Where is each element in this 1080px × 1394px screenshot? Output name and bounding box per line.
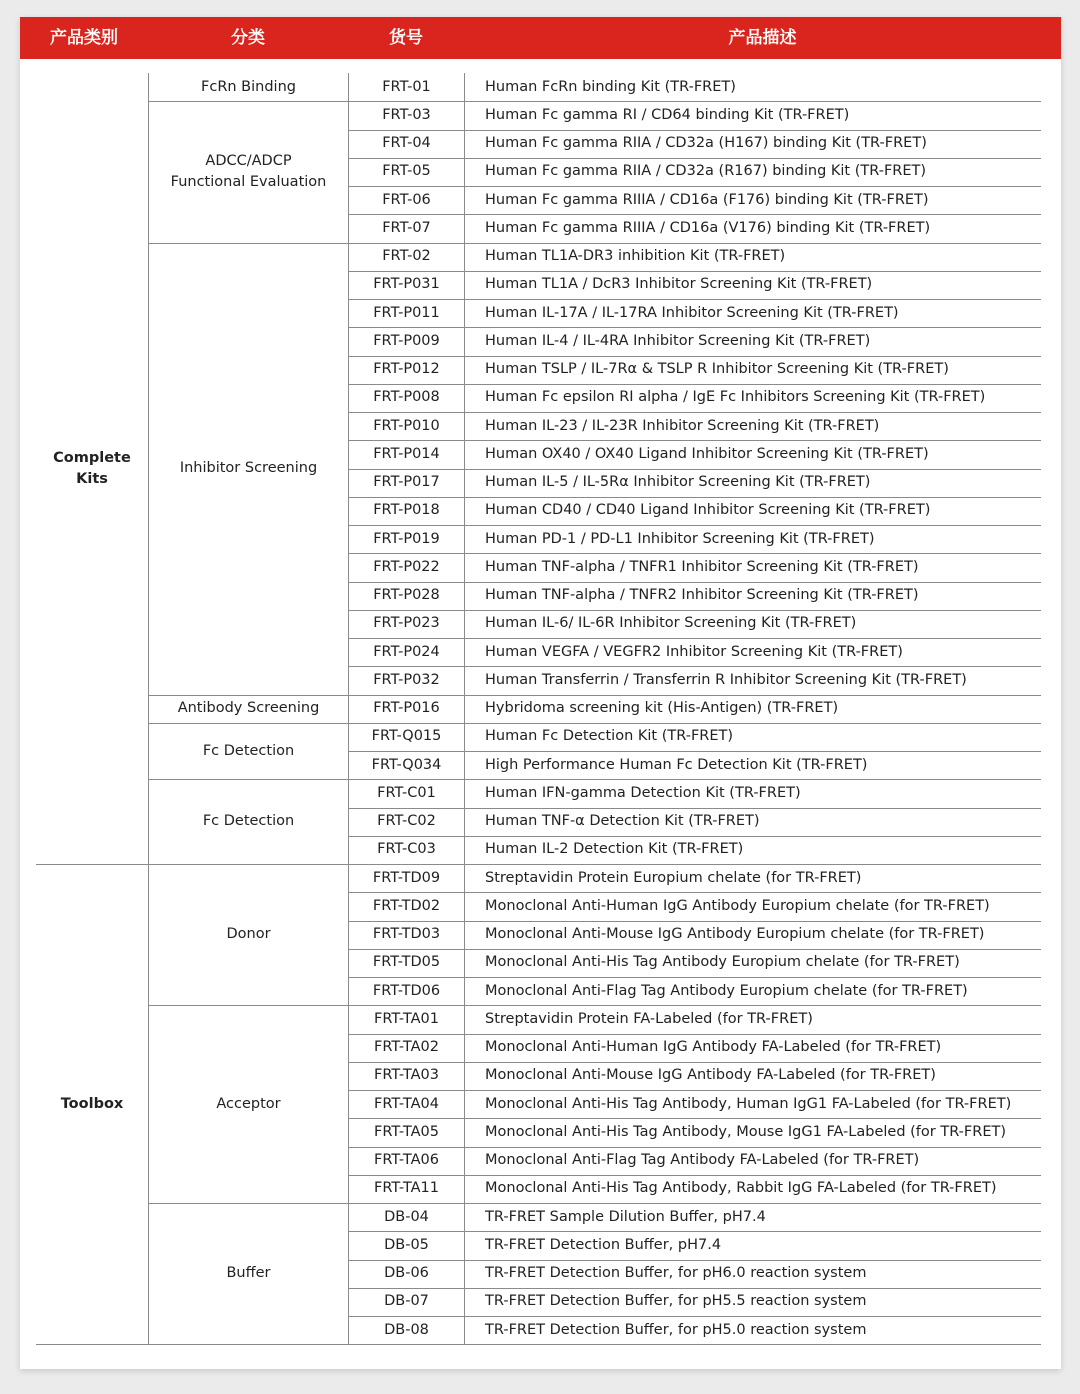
product-description: Monoclonal Anti-Human IgG Antibody Europium chelate (for TR-FRET) xyxy=(485,897,990,914)
classification-label: Donor xyxy=(226,926,271,943)
product-description: Monoclonal Anti-Human IgG Antibody FA-Labeled (for TR-FRET) xyxy=(485,1039,942,1056)
table-header xyxy=(20,17,1061,59)
column-divider xyxy=(148,73,149,1344)
item-number: DB-04 xyxy=(384,1208,429,1225)
product-description: Monoclonal Anti-His Tag Antibody, Rabbit IgG FA-Labeled (for TR-FRET) xyxy=(485,1180,997,1197)
item-number: FRT-06 xyxy=(382,191,431,208)
item-number: FRT-P017 xyxy=(373,474,440,491)
item-number: FRT-P028 xyxy=(373,587,440,604)
classification-label: Inhibitor Screening xyxy=(179,460,318,476)
item-number: FRT-C03 xyxy=(377,841,436,858)
product-description: Monoclonal Anti-His Tag Antibody Europium chelate (for TR-FRET) xyxy=(485,954,960,971)
item-number: FRT-TA03 xyxy=(374,1067,439,1084)
product-description: Human IL-23 / IL-23R Inhibitor Screening Kit (TR-FRET) xyxy=(485,417,880,434)
item-number: DB-07 xyxy=(384,1293,429,1310)
product-description: Monoclonal Anti-Flag Tag Antibody FA-Labeled (for TR-FRET) xyxy=(485,1152,920,1169)
row-divider xyxy=(36,1344,1041,1345)
classification-label: FcRn Binding xyxy=(201,78,296,95)
item-number: FRT-P022 xyxy=(373,558,440,575)
product-description: Human VEGFA / VEGFR2 Inhibitor Screening Kit (TR-FRET) xyxy=(485,643,903,660)
product-description: Human TL1A / DcR3 Inhibitor Screening Kit (TR-FRET) xyxy=(485,276,873,293)
column-divider xyxy=(464,73,465,1344)
product-description: Human Fc gamma RIIA / CD32a (R167) binding Kit (TR-FRET) xyxy=(485,163,927,180)
classification-label: Acceptor xyxy=(216,1095,281,1112)
item-number: DB-06 xyxy=(384,1265,429,1282)
item-number: FRT-TD02 xyxy=(372,897,441,914)
item-number: FRT-04 xyxy=(382,135,431,152)
product-description: Human CD40 / CD40 Ligand Inhibitor Screening Kit (TR-FRET) xyxy=(485,502,931,519)
product-description: Human TSLP / IL-7Rα & TSLP R Inhibitor Screening Kit (TR-FRET) xyxy=(485,361,949,378)
product-description: TR-FRET Detection Buffer, for pH5.0 reaction system xyxy=(485,1321,867,1338)
classification-label: Fc Detection xyxy=(202,813,295,830)
product-description: Human TNF-alpha / TNFR1 Inhibitor Screening Kit (TR-FRET) xyxy=(485,558,919,575)
item-number: FRT-TD03 xyxy=(372,926,441,943)
item-number: FRT-P010 xyxy=(373,417,440,434)
item-number: FRT-P008 xyxy=(373,389,440,406)
item-number: FRT-TD05 xyxy=(372,954,441,971)
product-description: TR-FRET Detection Buffer, pH7.4 xyxy=(485,1236,722,1253)
classification-label: Buffer xyxy=(226,1265,271,1282)
item-number: DB-08 xyxy=(384,1321,429,1338)
item-number: FRT-01 xyxy=(382,78,431,95)
item-number: FRT-TA01 xyxy=(374,1010,439,1027)
item-number: FRT-P031 xyxy=(373,276,440,293)
item-number: FRT-P032 xyxy=(373,671,440,688)
item-number: FRT-Q015 xyxy=(371,728,442,745)
product-description: High Performance Human Fc Detection Kit (TR-FRET) xyxy=(485,756,868,773)
item-number: FRT-07 xyxy=(382,219,431,236)
product-description: Monoclonal Anti-Mouse IgG Antibody Europium chelate (for TR-FRET) xyxy=(485,926,985,943)
product-description: TR-FRET Sample Dilution Buffer, pH7.4 xyxy=(485,1208,766,1225)
header-item-no: 货号 xyxy=(389,28,423,48)
item-number: FRT-TA05 xyxy=(374,1123,439,1140)
product-description: Monoclonal Anti-His Tag Antibody, Mouse IgG1 FA-Labeled (for TR-FRET) xyxy=(485,1123,1007,1140)
item-number: FRT-05 xyxy=(382,163,431,180)
item-number: FRT-02 xyxy=(382,248,431,265)
product-table-card xyxy=(20,17,1061,1369)
product-description: Human TNF-alpha / TNFR2 Inhibitor Screening Kit (TR-FRET) xyxy=(485,587,919,604)
product-description: Human IL-17A / IL-17RA Inhibitor Screening Kit (TR-FRET) xyxy=(485,304,899,321)
item-number: FRT-P014 xyxy=(373,445,440,462)
product-description: Human IFN-gamma Detection Kit (TR-FRET) xyxy=(485,784,801,801)
header-category: 产品类别 xyxy=(50,28,118,48)
item-number: FRT-03 xyxy=(382,106,431,123)
item-number: FRT-P016 xyxy=(373,700,440,717)
item-number: DB-05 xyxy=(384,1236,429,1253)
header-description: 产品描述 xyxy=(728,28,797,48)
product-description: Monoclonal Anti-Flag Tag Antibody Europium chelate (for TR-FRET) xyxy=(485,982,968,999)
product-description: Human Fc epsilon RI alpha / IgE Fc Inhibitors Screening Kit (TR-FRET) xyxy=(485,389,986,406)
product-description: Streptavidin Protein FA-Labeled (for TR-FRET) xyxy=(485,1010,813,1027)
item-number: FRT-P009 xyxy=(373,332,440,349)
product-description: Monoclonal Anti-Mouse IgG Antibody FA-Labeled (for TR-FRET) xyxy=(485,1067,936,1084)
classification-label: Fc Detection xyxy=(202,742,295,759)
product-description: Human Fc gamma RIIA / CD32a (H167) binding Kit (TR-FRET) xyxy=(485,135,927,152)
product-description: Human TNF-α Detection Kit (TR-FRET) xyxy=(485,813,760,830)
product-description: Human IL-5 / IL-5Rα Inhibitor Screening Kit (TR-FRET) xyxy=(485,474,871,491)
item-number: FRT-C01 xyxy=(377,784,436,801)
header-classification: 分类 xyxy=(231,28,265,48)
product-description: Monoclonal Anti-His Tag Antibody, Human IgG1 FA-Labeled (for TR-FRET) xyxy=(485,1095,1012,1112)
product-description: Human IL-4 / IL-4RA Inhibitor Screening Kit (TR-FRET) xyxy=(485,332,871,349)
item-number: FRT-TD09 xyxy=(372,869,441,886)
product-description: Human PD-1 / PD-L1 Inhibitor Screening Kit (TR-FRET) xyxy=(485,530,875,547)
product-description: Human Transferrin / Transferrin R Inhibitor Screening Kit (TR-FRET) xyxy=(485,671,967,688)
category-label: Complete Kits xyxy=(53,449,131,487)
item-number: FRT-P024 xyxy=(373,643,440,660)
item-number: FRT-Q034 xyxy=(371,756,442,773)
product-description: TR-FRET Detection Buffer, for pH5.5 reaction system xyxy=(485,1293,867,1310)
item-number: FRT-TA06 xyxy=(374,1152,439,1169)
item-number: FRT-C02 xyxy=(377,813,436,830)
item-number: FRT-TA04 xyxy=(374,1095,439,1112)
product-description: TR-FRET Detection Buffer, for pH6.0 reaction system xyxy=(485,1265,867,1282)
product-description: Human Fc Detection Kit (TR-FRET) xyxy=(485,728,734,745)
product-description: Human FcRn binding Kit (TR-FRET) xyxy=(485,78,736,95)
item-number: FRT-P023 xyxy=(373,615,440,632)
product-description: Human TL1A-DR3 inhibition Kit (TR-FRET) xyxy=(485,248,786,265)
item-number: FRT-TA11 xyxy=(374,1180,439,1197)
item-number: FRT-P019 xyxy=(373,530,440,547)
category-label: Toolbox xyxy=(60,1095,124,1112)
product-description: Human Fc gamma RIIIA / CD16a (V176) binding Kit (TR-FRET) xyxy=(485,219,931,236)
classification-label: ADCC/ADCP Functional Evaluation xyxy=(170,152,327,190)
product-description: Streptavidin Protein Europium chelate (for TR-FRET) xyxy=(485,869,862,886)
item-number: FRT-P012 xyxy=(373,361,440,378)
product-description: Human IL-2 Detection Kit (TR-FRET) xyxy=(485,841,744,858)
product-description: Human OX40 / OX40 Ligand Inhibitor Screening Kit (TR-FRET) xyxy=(485,445,929,462)
item-number: FRT-P011 xyxy=(373,304,440,321)
product-description: Hybridoma screening kit (His-Antigen) (TR-FRET) xyxy=(485,700,839,717)
product-description: Human Fc gamma RI / CD64 binding Kit (TR-FRET) xyxy=(485,106,850,123)
item-number: FRT-TD06 xyxy=(372,982,441,999)
product-description: Human IL-6/ IL-6R Inhibitor Screening Kit (TR-FRET) xyxy=(485,615,857,632)
item-number: FRT-TA02 xyxy=(374,1039,439,1056)
column-divider xyxy=(348,73,349,1344)
classification-label: Antibody Screening xyxy=(177,700,320,717)
item-number: FRT-P018 xyxy=(373,502,440,519)
product-description: Human Fc gamma RIIIA / CD16a (F176) binding Kit (TR-FRET) xyxy=(485,191,929,208)
